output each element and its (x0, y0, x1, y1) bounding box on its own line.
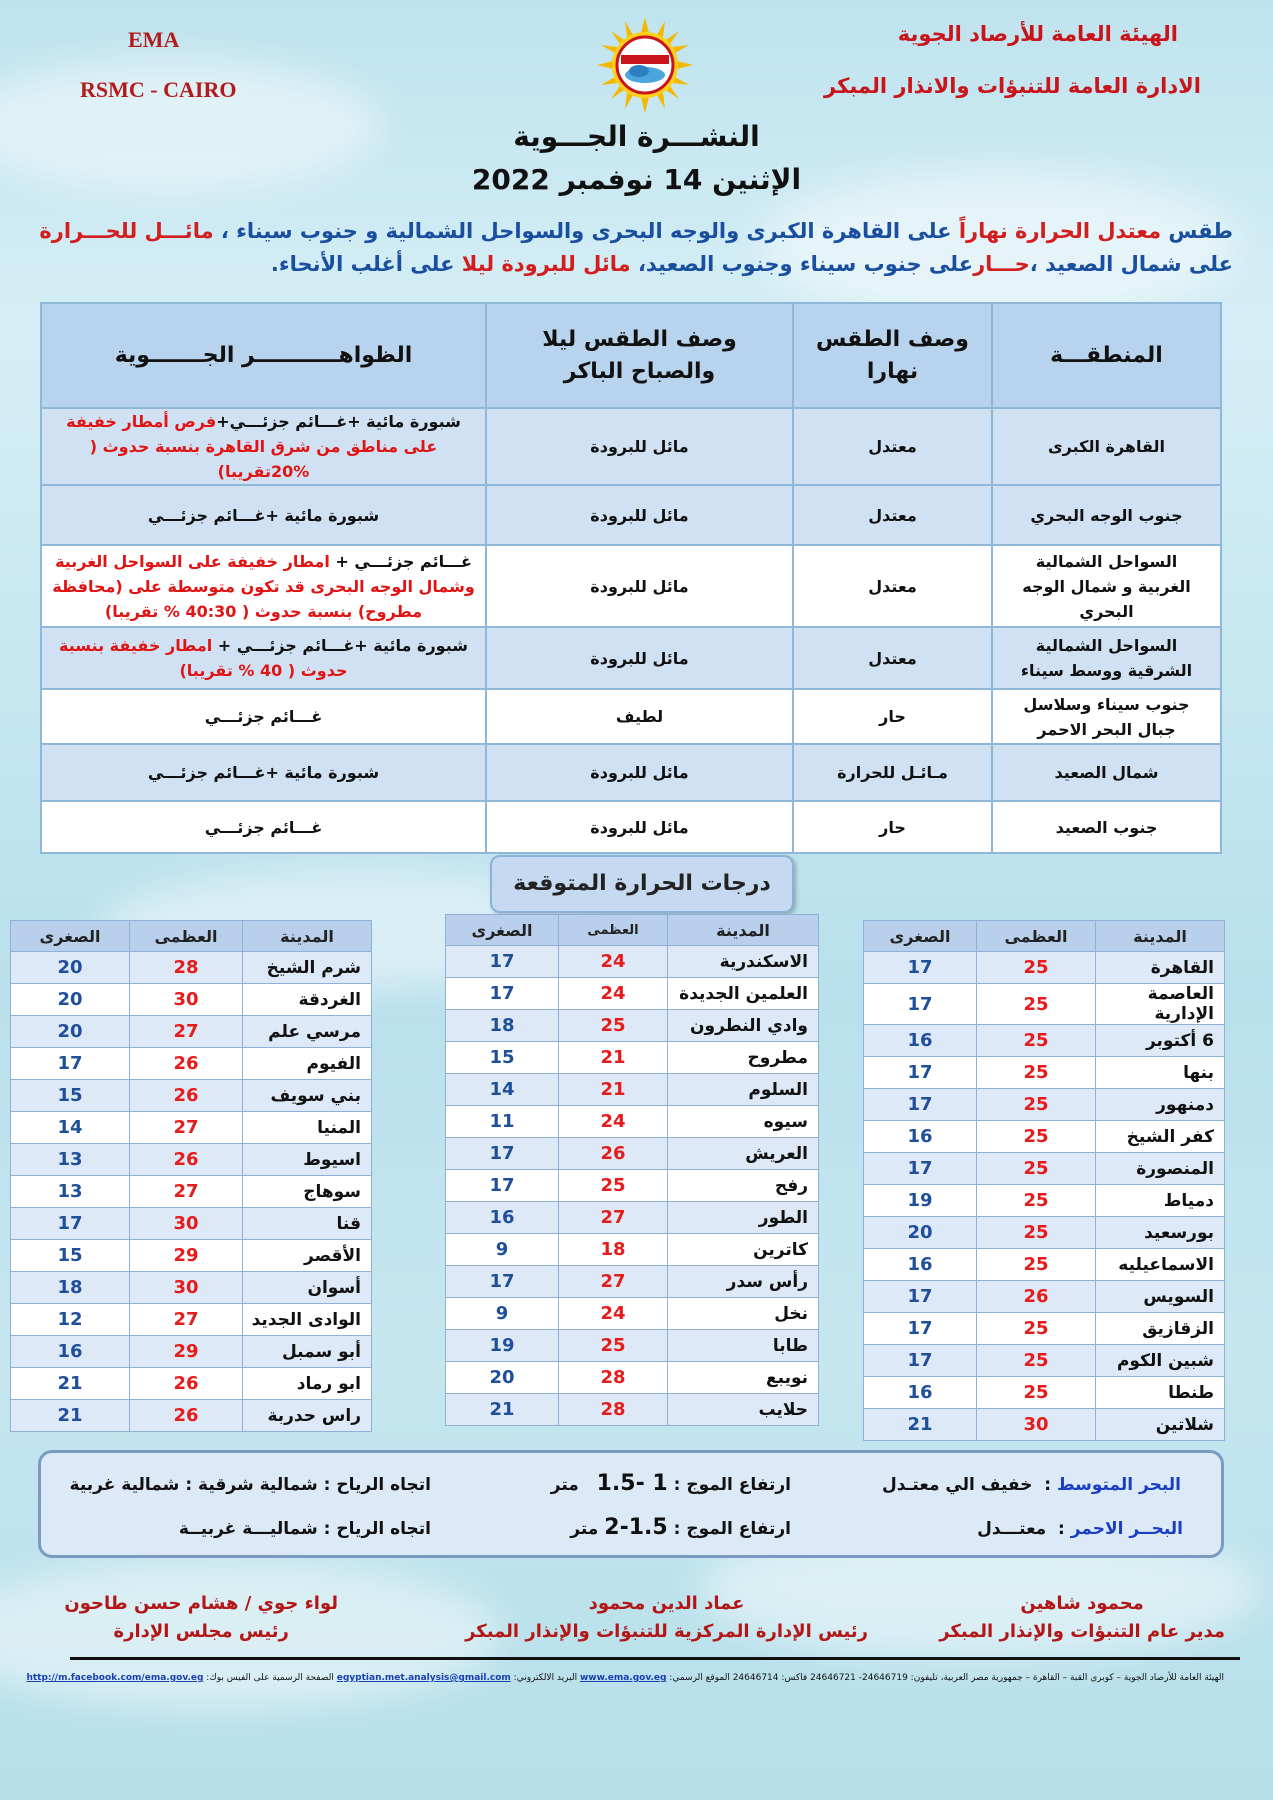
temp-max: 30 (130, 984, 243, 1016)
temp-city: بني سويف (243, 1080, 372, 1112)
col-city: المدينة (1096, 921, 1225, 952)
signature-3: لواء جوي / هشام حسن طاحون رئيس مجلس الإدارة (64, 1593, 338, 1642)
footer-contact: الهيئة العامة للأرصاد الجوية – كوبري القبة – القاهرة – جمهورية مصر العربية، تليفون: 24646719- 24646721 فاكس: 24646714 الموقع الرسمي: www.ema.gov.eg البريد الالكتروني: egyptian.met.analysis@gmail.com الصفحة الرسمية على الفيس بوك: http://m.facebook.com/ema.gov.eg (26, 1673, 1224, 1683)
temp-min: 16 (864, 1121, 977, 1153)
temp-min: 16 (864, 1025, 977, 1057)
temp-min: 17 (446, 978, 559, 1010)
temp-max: 25 (559, 1010, 668, 1042)
table-row: شمال الصعيد مـائـل للحرارة مائل للبرودة شبورة مائية +غـــائم جزئـــي (41, 744, 1221, 801)
temp-min: 15 (11, 1240, 130, 1272)
temp-max: 30 (977, 1409, 1096, 1441)
temp-min: 17 (864, 952, 977, 984)
temp-city: العلمين الجديدة (668, 978, 819, 1010)
table-row (11, 1208, 372, 1240)
temp-min: 20 (11, 1016, 130, 1048)
table-row (11, 1112, 372, 1144)
table-row (446, 1394, 819, 1426)
col-min: الصغرى (446, 915, 559, 946)
table-row (446, 1010, 819, 1042)
table-row (446, 1362, 819, 1394)
temp-city: السويس (1096, 1281, 1225, 1313)
temp-min: 20 (446, 1362, 559, 1394)
temp-city: المنصورة (1096, 1153, 1225, 1185)
temp-city: الغردقة (243, 984, 372, 1016)
dept-name-ar: الادارة العامة للتنبؤات والانذار المبكر (824, 74, 1201, 98)
temp-min: 13 (11, 1144, 130, 1176)
table-row: جنوب سيناء وسلاسل جبال البحر الاحمر حار لطيف غـــائم جزئـــي (41, 689, 1221, 744)
temp-max: 25 (977, 1377, 1096, 1409)
temp-city: الزقازيق (1096, 1313, 1225, 1345)
temp-min: 20 (864, 1217, 977, 1249)
temp-city: أبو سمبل (243, 1336, 372, 1368)
temp-city: المنيا (243, 1112, 372, 1144)
table-row (864, 1313, 1225, 1345)
table-row (446, 978, 819, 1010)
temp-max: 21 (559, 1042, 668, 1074)
temp-city: دمياط (1096, 1185, 1225, 1217)
table-row (864, 1377, 1225, 1409)
signature-2: عماد الدين محمود رئيس الإدارة المركزية للتنبؤات والإنذار المبكر (465, 1593, 868, 1642)
red-wave: ارتفاع الموج : 1.5-2 متر (570, 1515, 791, 1540)
temp-city: أسوان (243, 1272, 372, 1304)
bulletin-date: الإثنين 14 نوفمبر 2022 (471, 163, 802, 196)
temp-min: 20 (11, 952, 130, 984)
temp-city: كاترين (668, 1234, 819, 1266)
temp-min: 19 (864, 1185, 977, 1217)
temp-max: 25 (559, 1330, 668, 1362)
temp-city: شلاتين (1096, 1409, 1225, 1441)
ema-logo (595, 15, 695, 115)
temp-city: السلوم (668, 1074, 819, 1106)
temp-min: 14 (446, 1074, 559, 1106)
med-wind: اتجاه الرياح : شمالية شرقية : شمالية غربية (69, 1475, 431, 1495)
table-row: السواحل الشمالية الشرقية ووسط سيناء معتدل مائل للبرودة شبورة مائية +غـــائم جزئـــي + امطار خفيفة بنسبة حدوث ( 40 % تقريبا) (41, 627, 1221, 689)
temp-max: 26 (130, 1080, 243, 1112)
temp-city: الاسكندرية (668, 946, 819, 978)
temp-max: 27 (130, 1112, 243, 1144)
temp-min: 21 (446, 1394, 559, 1426)
table-row: جنوب الصعيد حار مائل للبرودة غـــائم جزئـــي (41, 801, 1221, 853)
temp-max: 26 (977, 1281, 1096, 1313)
table-row (446, 946, 819, 978)
col-city: المدينة (668, 915, 819, 946)
temp-max: 25 (977, 1121, 1096, 1153)
table-row (446, 1106, 819, 1138)
temp-city: القاهرة (1096, 952, 1225, 984)
table-row (864, 1409, 1225, 1441)
temp-min: 21 (11, 1368, 130, 1400)
temp-city: شبين الكوم (1096, 1345, 1225, 1377)
table-row (446, 1298, 819, 1330)
red-wind: اتجاه الرياح : شماليـــة غربيــة (178, 1519, 431, 1539)
temp-max: 18 (559, 1234, 668, 1266)
col-max: العظمى (559, 915, 668, 946)
temp-city: ابو رماد (243, 1368, 372, 1400)
temp-min: 17 (864, 1345, 977, 1377)
temp-city: كفر الشيخ (1096, 1121, 1225, 1153)
temp-city: وادي النطرون (668, 1010, 819, 1042)
table-row (11, 1176, 372, 1208)
table-row (446, 1138, 819, 1170)
temp-min: 20 (11, 984, 130, 1016)
temp-max: 26 (559, 1138, 668, 1170)
table-row (446, 1330, 819, 1362)
table-row (11, 1016, 372, 1048)
temp-city: طابا (668, 1330, 819, 1362)
col-header-region: المنطقـــة (992, 303, 1221, 408)
temp-city: حلايب (668, 1394, 819, 1426)
temp-city: العريش (668, 1138, 819, 1170)
table-row (864, 1089, 1225, 1121)
sea-conditions-panel (38, 1450, 1224, 1558)
temp-max: 26 (130, 1400, 243, 1432)
temp-city: رأس سدر (668, 1266, 819, 1298)
temp-min: 17 (864, 1057, 977, 1089)
temp-max: 25 (977, 1313, 1096, 1345)
temp-min: 17 (864, 984, 977, 1025)
temp-min: 17 (864, 1153, 977, 1185)
temp-min: 18 (446, 1010, 559, 1042)
temp-min: 16 (864, 1249, 977, 1281)
table-row (864, 952, 1225, 984)
temp-max: 27 (130, 1016, 243, 1048)
temp-city: نخل (668, 1298, 819, 1330)
temp-min: 17 (11, 1208, 130, 1240)
temp-city: الطور (668, 1202, 819, 1234)
table-row (11, 1240, 372, 1272)
signature-1: محمود شاهين مدير عام التنبؤات والإنذار المبكر (939, 1593, 1225, 1642)
red-sea: البحــر الاحمر : معتـــدل (977, 1519, 1183, 1539)
temp-min: 17 (864, 1089, 977, 1121)
temp-city: الفيوم (243, 1048, 372, 1080)
temp-city: شرم الشيخ (243, 952, 372, 984)
table-row (11, 1272, 372, 1304)
col-city: المدينة (243, 921, 372, 952)
table-row (446, 1202, 819, 1234)
table-row (11, 952, 372, 984)
temp-city: رفح (668, 1170, 819, 1202)
col-max: العظمى (130, 921, 243, 952)
temp-max: 26 (130, 1144, 243, 1176)
temp-city: سوهاج (243, 1176, 372, 1208)
temp-min: 9 (446, 1234, 559, 1266)
col-header-day: وصف الطقس نهارا (793, 303, 992, 408)
temp-max: 24 (559, 1298, 668, 1330)
table-row (864, 1025, 1225, 1057)
temp-city: بنها (1096, 1057, 1225, 1089)
table-row (864, 1185, 1225, 1217)
temp-min: 18 (11, 1272, 130, 1304)
temp-max: 24 (559, 978, 668, 1010)
table-row (11, 1080, 372, 1112)
table-row (446, 1170, 819, 1202)
table-row: السواحل الشمالية الغربية و شمال الوجه البحري معتدل مائل للبرودة غـــائم جزئـــي + امطار خفيفة على السواحل الغربية وشمال الوجه البحرى قد تكون متوسطة على (محافظة مطروح) بنسبة حدوث ( 40:30 % تقريبا) (41, 545, 1221, 627)
temperatures-title: درجات الحرارة المتوقعة (490, 855, 794, 913)
table-row (11, 1336, 372, 1368)
temp-city: راس حدربة (243, 1400, 372, 1432)
temperature-table-left (10, 920, 372, 1432)
temp-min: 17 (446, 946, 559, 978)
temp-min: 21 (864, 1409, 977, 1441)
regional-forecast-table (40, 302, 1222, 854)
temp-max: 25 (977, 1089, 1096, 1121)
temp-max: 25 (977, 1249, 1096, 1281)
temp-min: 17 (446, 1138, 559, 1170)
table-row: جنوب الوجه البحري معتدل مائل للبرودة شبورة مائية +غـــائم جزئـــي (41, 485, 1221, 545)
temp-min: 14 (11, 1112, 130, 1144)
table-row (864, 984, 1225, 1025)
temp-min: 16 (864, 1377, 977, 1409)
temp-min: 17 (446, 1170, 559, 1202)
table-row (446, 1074, 819, 1106)
temp-max: 25 (977, 1185, 1096, 1217)
temp-city: قنا (243, 1208, 372, 1240)
table-row (446, 1266, 819, 1298)
temp-city: الأقصر (243, 1240, 372, 1272)
temp-max: 30 (130, 1208, 243, 1240)
website-link[interactable]: www.ema.gov.eg (579, 1673, 667, 1683)
temp-max: 25 (559, 1170, 668, 1202)
temp-city: مطروح (668, 1042, 819, 1074)
temp-min: 17 (446, 1266, 559, 1298)
temp-max: 25 (977, 1217, 1096, 1249)
temp-min: 16 (11, 1336, 130, 1368)
temp-city: الاسماعيليه (1096, 1249, 1225, 1281)
footer-divider (70, 1657, 1240, 1660)
temp-max: 26 (130, 1048, 243, 1080)
temp-max: 24 (559, 946, 668, 978)
temp-min: 15 (446, 1042, 559, 1074)
facebook-link[interactable]: http://m.facebook.com/ema.gov.eg (26, 1673, 204, 1683)
temp-max: 27 (559, 1202, 668, 1234)
temperature-table-middle (445, 914, 819, 1426)
temp-min: 17 (864, 1281, 977, 1313)
center-name: RSMC - CAIRO (80, 77, 237, 102)
table-row (864, 1281, 1225, 1313)
temp-max: 28 (559, 1394, 668, 1426)
med-wave: ارتفاع الموج : 1 -1.5 متر (550, 1471, 791, 1496)
table-row (11, 1400, 372, 1432)
temp-min: 17 (11, 1048, 130, 1080)
temp-city: اسيوط (243, 1144, 372, 1176)
temp-min: 16 (446, 1202, 559, 1234)
temp-city: 6 أكتوبر (1096, 1025, 1225, 1057)
temp-max: 21 (559, 1074, 668, 1106)
table-row (11, 1304, 372, 1336)
table-row (446, 1042, 819, 1074)
temp-max: 28 (559, 1362, 668, 1394)
temp-max: 30 (130, 1272, 243, 1304)
temp-max: 29 (130, 1240, 243, 1272)
temp-max: 25 (977, 1025, 1096, 1057)
temp-min: 12 (11, 1304, 130, 1336)
temp-min: 9 (446, 1298, 559, 1330)
table-row (11, 1048, 372, 1080)
col-max: العظمى (977, 921, 1096, 952)
temp-max: 25 (977, 1345, 1096, 1377)
temp-city: العاصمة الإدارية (1096, 984, 1225, 1025)
col-min: الصغرى (11, 921, 130, 952)
temp-max: 26 (130, 1368, 243, 1400)
temp-min: 17 (864, 1313, 977, 1345)
temp-max: 29 (130, 1336, 243, 1368)
table-row (11, 984, 372, 1016)
col-header-night: وصف الطقس ليلا والصباح الباكر (486, 303, 793, 408)
temperature-table-right (863, 920, 1225, 1441)
temp-city: طنطا (1096, 1377, 1225, 1409)
temp-city: مرسي علم (243, 1016, 372, 1048)
email-link[interactable]: egyptian.met.analysis@gmail.com (336, 1673, 511, 1683)
org-abbrev: EMA (128, 27, 180, 52)
temp-max: 28 (130, 952, 243, 984)
temp-min: 21 (11, 1400, 130, 1432)
bulletin-title: النشـــرة الجـــوية (513, 120, 760, 153)
med-sea: البحر المتوسط : خفيف الي معتـدل (882, 1475, 1181, 1495)
forecast-summary: طقس معتدل الحرارة نهاراً على القاهرة الكبرى والوجه البحرى والسواحل الشمالية و جنوب سيناء ، مائـــل للحـــرارة على شمال الصعيد ،حـــارعلى جنوب سيناء وجنوب الصعيد، مائل للبرودة ليلا على أغلب الأنحاء. (39, 219, 1233, 276)
temp-max: 24 (559, 1106, 668, 1138)
org-name-ar: الهيئة العامة للأرصاد الجوية (897, 22, 1178, 46)
temp-max: 25 (977, 952, 1096, 984)
temp-city: دمنهور (1096, 1089, 1225, 1121)
temp-city: سيوه (668, 1106, 819, 1138)
table-row (864, 1217, 1225, 1249)
table-row (446, 1234, 819, 1266)
col-header-phenomena: الظواهـــــــــــر الجـــــــوية (41, 303, 486, 408)
temp-city: بورسعيد (1096, 1217, 1225, 1249)
temp-max: 27 (559, 1266, 668, 1298)
table-row: القاهرة الكبرى معتدل مائل للبرودة شبورة مائية +غـــائم جزئـــي+فرص أمطار خفيفة على مناطق من شرق القاهرة بنسبة حدوث ( %20تقريبا) (41, 408, 1221, 485)
temp-max: 25 (977, 984, 1096, 1025)
table-row (864, 1345, 1225, 1377)
temp-min: 15 (11, 1080, 130, 1112)
table-row (11, 1144, 372, 1176)
table-row (864, 1121, 1225, 1153)
table-row (864, 1153, 1225, 1185)
table-row (864, 1249, 1225, 1281)
temp-min: 13 (11, 1176, 130, 1208)
table-row (11, 1368, 372, 1400)
temp-max: 25 (977, 1153, 1096, 1185)
temp-max: 27 (130, 1304, 243, 1336)
temp-city: الوادى الجديد (243, 1304, 372, 1336)
col-min: الصغرى (864, 921, 977, 952)
table-row (864, 1057, 1225, 1089)
temp-max: 27 (130, 1176, 243, 1208)
temp-city: نويبع (668, 1362, 819, 1394)
temp-min: 11 (446, 1106, 559, 1138)
temp-max: 25 (977, 1057, 1096, 1089)
temp-min: 19 (446, 1330, 559, 1362)
